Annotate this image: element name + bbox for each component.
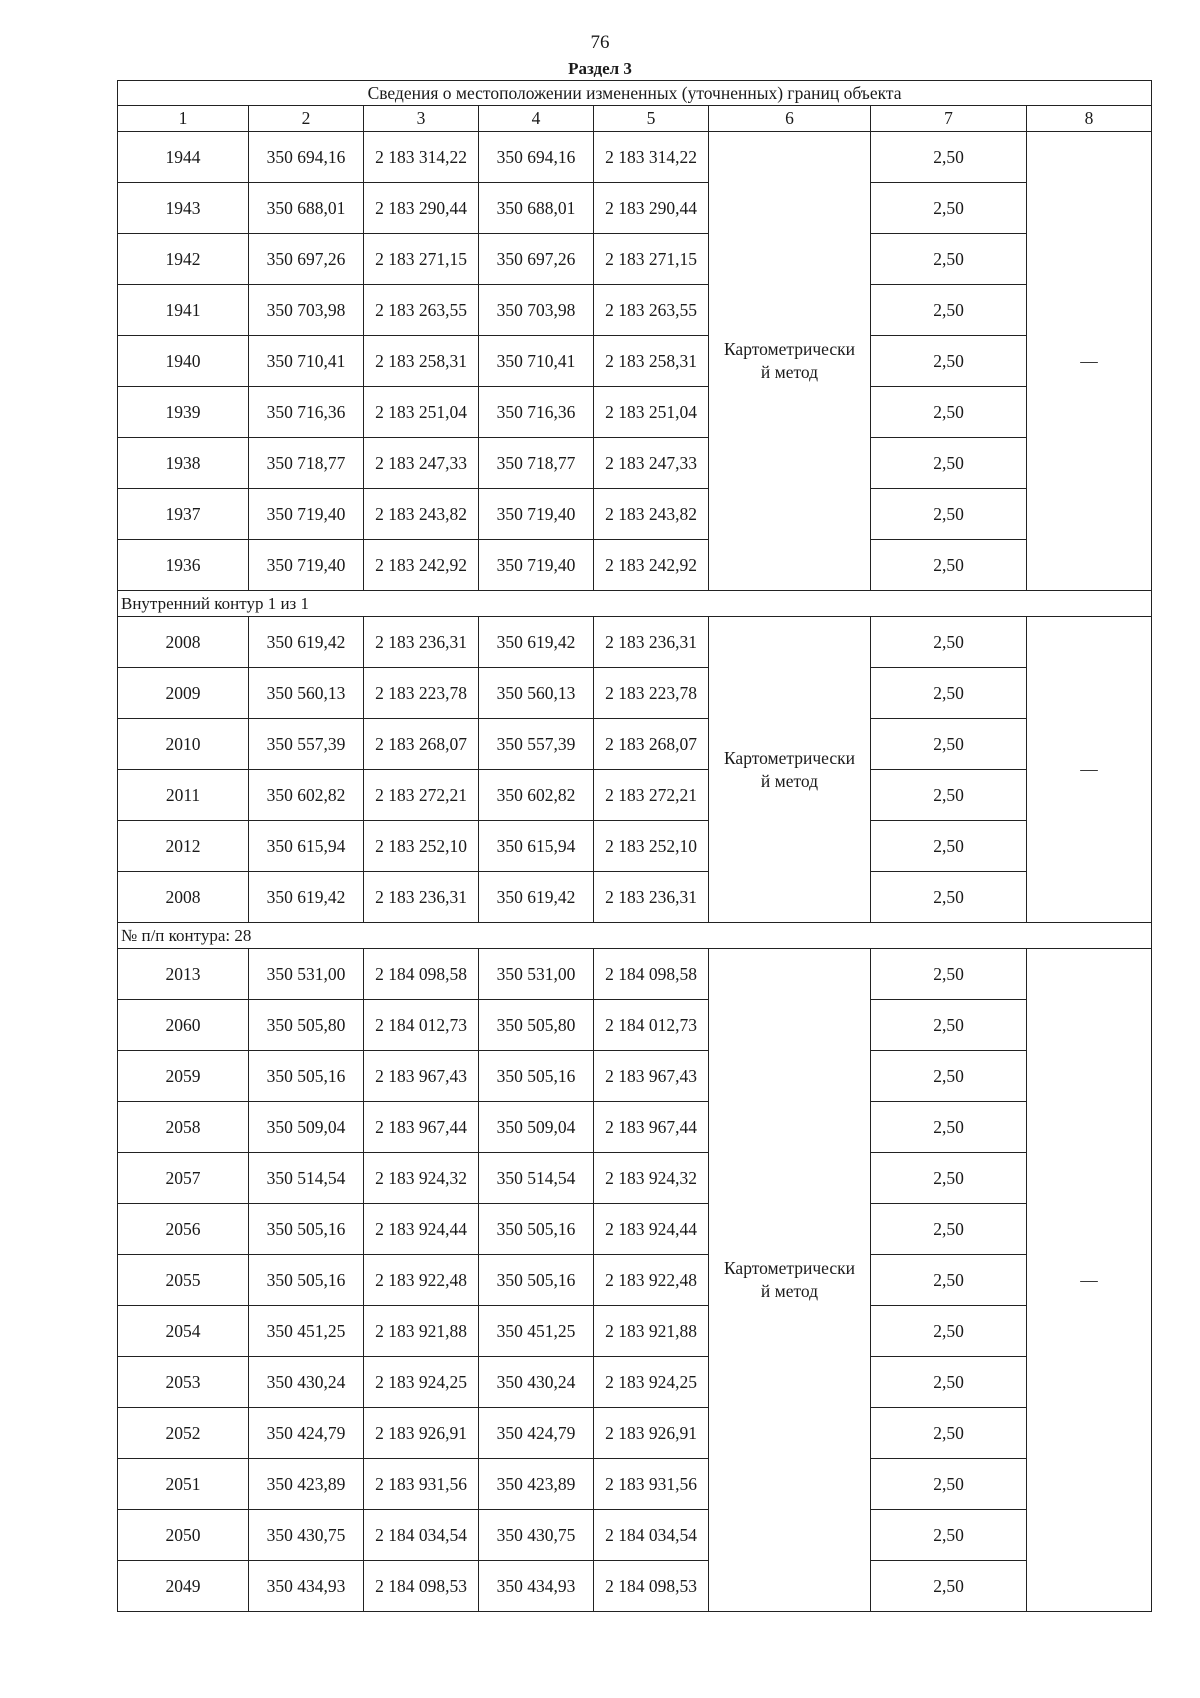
table-row [118,387,1152,438]
x-new-cell: 350 719,40 [479,540,594,591]
column-number-8: 8 [1027,106,1152,132]
y-existing-cell: 2 183 243,82 [364,489,479,540]
method-text-line: Картометрически [723,339,856,359]
x-new-cell: 350 514,54 [479,1153,594,1204]
x-existing-cell: 350 619,42 [249,617,364,668]
contour-label: Внутренний контур 1 из 1 [118,591,1152,617]
point-number-cell: 2008 [118,872,249,923]
table-row [118,1510,1152,1561]
y-new-cell: 2 183 924,44 [594,1204,709,1255]
accuracy-cell: 2,50 [871,949,1027,1000]
table-row [118,1051,1152,1102]
point-number-cell: 2056 [118,1204,249,1255]
y-existing-cell: 2 183 926,91 [364,1408,479,1459]
x-new-cell: 350 615,94 [479,821,594,872]
table-body [118,132,1152,1612]
y-new-cell: 2 183 236,31 [594,872,709,923]
note-cell: — [1027,132,1152,591]
x-existing-cell: 350 434,93 [249,1561,364,1612]
y-existing-cell: 2 183 247,33 [364,438,479,489]
x-existing-cell: 350 505,16 [249,1255,364,1306]
x-new-cell: 350 434,93 [479,1561,594,1612]
contour-label: № п/п контура: 28 [118,923,1152,949]
x-new-cell: 350 423,89 [479,1459,594,1510]
table-row [118,617,1152,668]
table-row [118,770,1152,821]
x-existing-cell: 350 718,77 [249,438,364,489]
accuracy-cell: 2,50 [871,821,1027,872]
point-number-cell: 2011 [118,770,249,821]
contour-divider-row [118,923,1152,949]
point-number-cell: 1937 [118,489,249,540]
point-number-cell: 2010 [118,719,249,770]
y-existing-cell: 2 183 924,32 [364,1153,479,1204]
x-new-cell: 350 509,04 [479,1102,594,1153]
y-existing-cell: 2 183 223,78 [364,668,479,719]
table-row [118,132,1152,183]
accuracy-cell: 2,50 [871,234,1027,285]
y-new-cell: 2 184 034,54 [594,1510,709,1561]
x-existing-cell: 350 719,40 [249,489,364,540]
method-cell [709,949,871,1612]
point-number-cell: 1944 [118,132,249,183]
y-new-cell: 2 183 922,48 [594,1255,709,1306]
table-row [118,668,1152,719]
table-row [118,438,1152,489]
accuracy-cell: 2,50 [871,438,1027,489]
accuracy-cell: 2,50 [871,668,1027,719]
column-number-6: 6 [709,106,871,132]
method-cell [709,132,871,591]
point-number-cell: 2008 [118,617,249,668]
y-new-cell: 2 183 252,10 [594,821,709,872]
table-row [118,1459,1152,1510]
column-number-3: 3 [364,106,479,132]
point-number-cell: 1936 [118,540,249,591]
column-number-5: 5 [594,106,709,132]
y-existing-cell: 2 183 921,88 [364,1306,479,1357]
x-new-cell: 350 505,16 [479,1051,594,1102]
y-existing-cell: 2 183 236,31 [364,872,479,923]
x-new-cell: 350 719,40 [479,489,594,540]
table-row [118,1357,1152,1408]
table-row [118,285,1152,336]
y-new-cell: 2 183 924,25 [594,1357,709,1408]
y-new-cell: 2 184 098,53 [594,1561,709,1612]
x-new-cell: 350 718,77 [479,438,594,489]
y-existing-cell: 2 183 242,92 [364,540,479,591]
point-number-cell: 2058 [118,1102,249,1153]
point-number-cell: 1938 [118,438,249,489]
accuracy-cell: 2,50 [871,489,1027,540]
point-number-cell: 2009 [118,668,249,719]
point-number-cell: 1943 [118,183,249,234]
y-existing-cell: 2 184 034,54 [364,1510,479,1561]
x-new-cell: 350 430,75 [479,1510,594,1561]
x-existing-cell: 350 451,25 [249,1306,364,1357]
x-existing-cell: 350 716,36 [249,387,364,438]
y-existing-cell: 2 183 236,31 [364,617,479,668]
y-new-cell: 2 183 290,44 [594,183,709,234]
y-new-cell: 2 183 247,33 [594,438,709,489]
x-new-cell: 350 688,01 [479,183,594,234]
accuracy-cell: 2,50 [871,183,1027,234]
x-existing-cell: 350 703,98 [249,285,364,336]
x-existing-cell: 350 688,01 [249,183,364,234]
accuracy-cell: 2,50 [871,1408,1027,1459]
accuracy-cell: 2,50 [871,1306,1027,1357]
x-existing-cell: 350 694,16 [249,132,364,183]
point-number-cell: 1941 [118,285,249,336]
section-title: Раздел 3 [568,59,632,78]
y-existing-cell: 2 184 098,53 [364,1561,479,1612]
x-new-cell: 350 505,16 [479,1204,594,1255]
point-number-cell: 1939 [118,387,249,438]
x-existing-cell: 350 531,00 [249,949,364,1000]
column-number-1: 1 [118,106,249,132]
y-existing-cell: 2 183 268,07 [364,719,479,770]
x-new-cell: 350 557,39 [479,719,594,770]
accuracy-cell: 2,50 [871,719,1027,770]
x-existing-cell: 350 710,41 [249,336,364,387]
point-number-cell: 2055 [118,1255,249,1306]
x-new-cell: 350 531,00 [479,949,594,1000]
x-existing-cell: 350 615,94 [249,821,364,872]
y-existing-cell: 2 183 924,25 [364,1357,479,1408]
accuracy-cell: 2,50 [871,872,1027,923]
y-new-cell: 2 183 268,07 [594,719,709,770]
accuracy-cell: 2,50 [871,617,1027,668]
table-row [118,1204,1152,1255]
table-row [118,949,1152,1000]
table-row [118,719,1152,770]
method-text-line: Картометрически [723,747,856,768]
method-text-line: й метод [760,362,819,382]
x-existing-cell: 350 619,42 [249,872,364,923]
y-existing-cell: 2 183 252,10 [364,821,479,872]
point-number-cell: 2051 [118,1459,249,1510]
point-number-cell: 1940 [118,336,249,387]
x-new-cell: 350 619,42 [479,872,594,923]
y-existing-cell: 2 184 012,73 [364,1000,479,1051]
y-new-cell: 2 183 271,15 [594,234,709,285]
x-existing-cell: 350 697,26 [249,234,364,285]
x-new-cell: 350 505,80 [479,1000,594,1051]
y-existing-cell: 2 183 314,22 [364,132,479,183]
y-new-cell: 2 183 967,43 [594,1051,709,1102]
table-row [118,1153,1152,1204]
table-row [118,821,1152,872]
y-existing-cell: 2 183 271,15 [364,234,479,285]
table-row [118,1000,1152,1051]
y-new-cell: 2 183 272,21 [594,770,709,821]
accuracy-cell: 2,50 [871,1357,1027,1408]
point-number-cell: 2057 [118,1153,249,1204]
table-row [118,234,1152,285]
point-number-cell: 2013 [118,949,249,1000]
y-existing-cell: 2 183 924,44 [364,1204,479,1255]
y-new-cell: 2 183 236,31 [594,617,709,668]
point-number-cell: 2049 [118,1561,249,1612]
y-existing-cell: 2 183 263,55 [364,285,479,336]
y-new-cell: 2 184 098,58 [594,949,709,1000]
table-row [118,1306,1152,1357]
accuracy-cell: 2,50 [871,1561,1027,1612]
accuracy-cell: 2,50 [871,540,1027,591]
accuracy-cell: 2,50 [871,336,1027,387]
x-new-cell: 350 451,25 [479,1306,594,1357]
y-existing-cell: 2 183 251,04 [364,387,479,438]
x-new-cell: 350 697,26 [479,234,594,285]
y-existing-cell: 2 183 931,56 [364,1459,479,1510]
y-new-cell: 2 183 924,32 [594,1153,709,1204]
accuracy-cell: 2,50 [871,1102,1027,1153]
x-existing-cell: 350 505,80 [249,1000,364,1051]
y-new-cell: 2 183 258,31 [594,336,709,387]
y-new-cell: 2 183 243,82 [594,489,709,540]
accuracy-cell: 2,50 [871,1204,1027,1255]
accuracy-cell: 2,50 [871,1459,1027,1510]
method-text-line: Картометрически [723,1258,856,1278]
accuracy-cell: 2,50 [871,770,1027,821]
x-new-cell: 350 430,24 [479,1357,594,1408]
point-number-cell: 2060 [118,1000,249,1051]
accuracy-cell: 2,50 [871,1510,1027,1561]
x-new-cell: 350 710,41 [479,336,594,387]
y-existing-cell: 2 183 967,43 [364,1051,479,1102]
table-row [118,1255,1152,1306]
accuracy-cell: 2,50 [871,132,1027,183]
x-existing-cell: 350 430,75 [249,1510,364,1561]
x-new-cell: 350 716,36 [479,387,594,438]
x-existing-cell: 350 557,39 [249,719,364,770]
y-new-cell: 2 183 926,91 [594,1408,709,1459]
method-text-line: й метод [760,770,819,791]
x-new-cell: 350 694,16 [479,132,594,183]
table-row [118,1408,1152,1459]
x-new-cell: 350 703,98 [479,285,594,336]
column-number-2: 2 [249,106,364,132]
accuracy-cell: 2,50 [871,285,1027,336]
x-new-cell: 350 619,42 [479,617,594,668]
note-cell: — [1027,617,1152,923]
column-number-7: 7 [871,106,1027,132]
table-caption: Сведения о местоположении измененных (уточненных) границ объекта [118,81,1152,106]
column-number-row [118,106,1152,132]
method-text-line: й метод [760,1281,819,1301]
x-existing-cell: 350 514,54 [249,1153,364,1204]
point-number-cell: 2059 [118,1051,249,1102]
y-existing-cell: 2 184 098,58 [364,949,479,1000]
y-existing-cell: 2 183 272,21 [364,770,479,821]
table-row [118,183,1152,234]
contour-divider-row [118,591,1152,617]
x-existing-cell: 350 424,79 [249,1408,364,1459]
point-number-cell: 2053 [118,1357,249,1408]
x-existing-cell: 350 602,82 [249,770,364,821]
point-number-cell: 2050 [118,1510,249,1561]
point-number-cell: 2054 [118,1306,249,1357]
y-existing-cell: 2 183 922,48 [364,1255,479,1306]
table-row [118,1561,1152,1612]
x-existing-cell: 350 423,89 [249,1459,364,1510]
point-number-cell: 1942 [118,234,249,285]
y-new-cell: 2 183 931,56 [594,1459,709,1510]
table-row [118,872,1152,923]
x-new-cell: 350 602,82 [479,770,594,821]
y-new-cell: 2 183 314,22 [594,132,709,183]
y-existing-cell: 2 183 290,44 [364,183,479,234]
y-new-cell: 2 183 242,92 [594,540,709,591]
y-new-cell: 2 184 012,73 [594,1000,709,1051]
table-row [118,336,1152,387]
column-number-4: 4 [479,106,594,132]
x-new-cell: 350 424,79 [479,1408,594,1459]
accuracy-cell: 2,50 [871,1153,1027,1204]
page-number: 76 [590,32,610,53]
x-existing-cell: 350 560,13 [249,668,364,719]
accuracy-cell: 2,50 [871,1051,1027,1102]
x-new-cell: 350 560,13 [479,668,594,719]
x-existing-cell: 350 719,40 [249,540,364,591]
y-new-cell: 2 183 251,04 [594,387,709,438]
point-number-cell: 2052 [118,1408,249,1459]
point-number-cell: 2012 [118,821,249,872]
x-existing-cell: 350 509,04 [249,1102,364,1153]
x-new-cell: 350 505,16 [479,1255,594,1306]
x-existing-cell: 350 505,16 [249,1204,364,1255]
y-existing-cell: 2 183 258,31 [364,336,479,387]
y-new-cell: 2 183 921,88 [594,1306,709,1357]
accuracy-cell: 2,50 [871,1255,1027,1306]
x-existing-cell: 350 505,16 [249,1051,364,1102]
y-new-cell: 2 183 223,78 [594,668,709,719]
accuracy-cell: 2,50 [871,387,1027,438]
table-row [118,489,1152,540]
note-cell: — [1027,949,1152,1612]
accuracy-cell: 2,50 [871,1000,1027,1051]
y-existing-cell: 2 183 967,44 [364,1102,479,1153]
y-new-cell: 2 183 967,44 [594,1102,709,1153]
method-cell [709,617,871,923]
boundary-coordinates-table [117,80,1152,1612]
y-new-cell: 2 183 263,55 [594,285,709,336]
x-existing-cell: 350 430,24 [249,1357,364,1408]
table-row [118,540,1152,591]
table-row [118,1102,1152,1153]
